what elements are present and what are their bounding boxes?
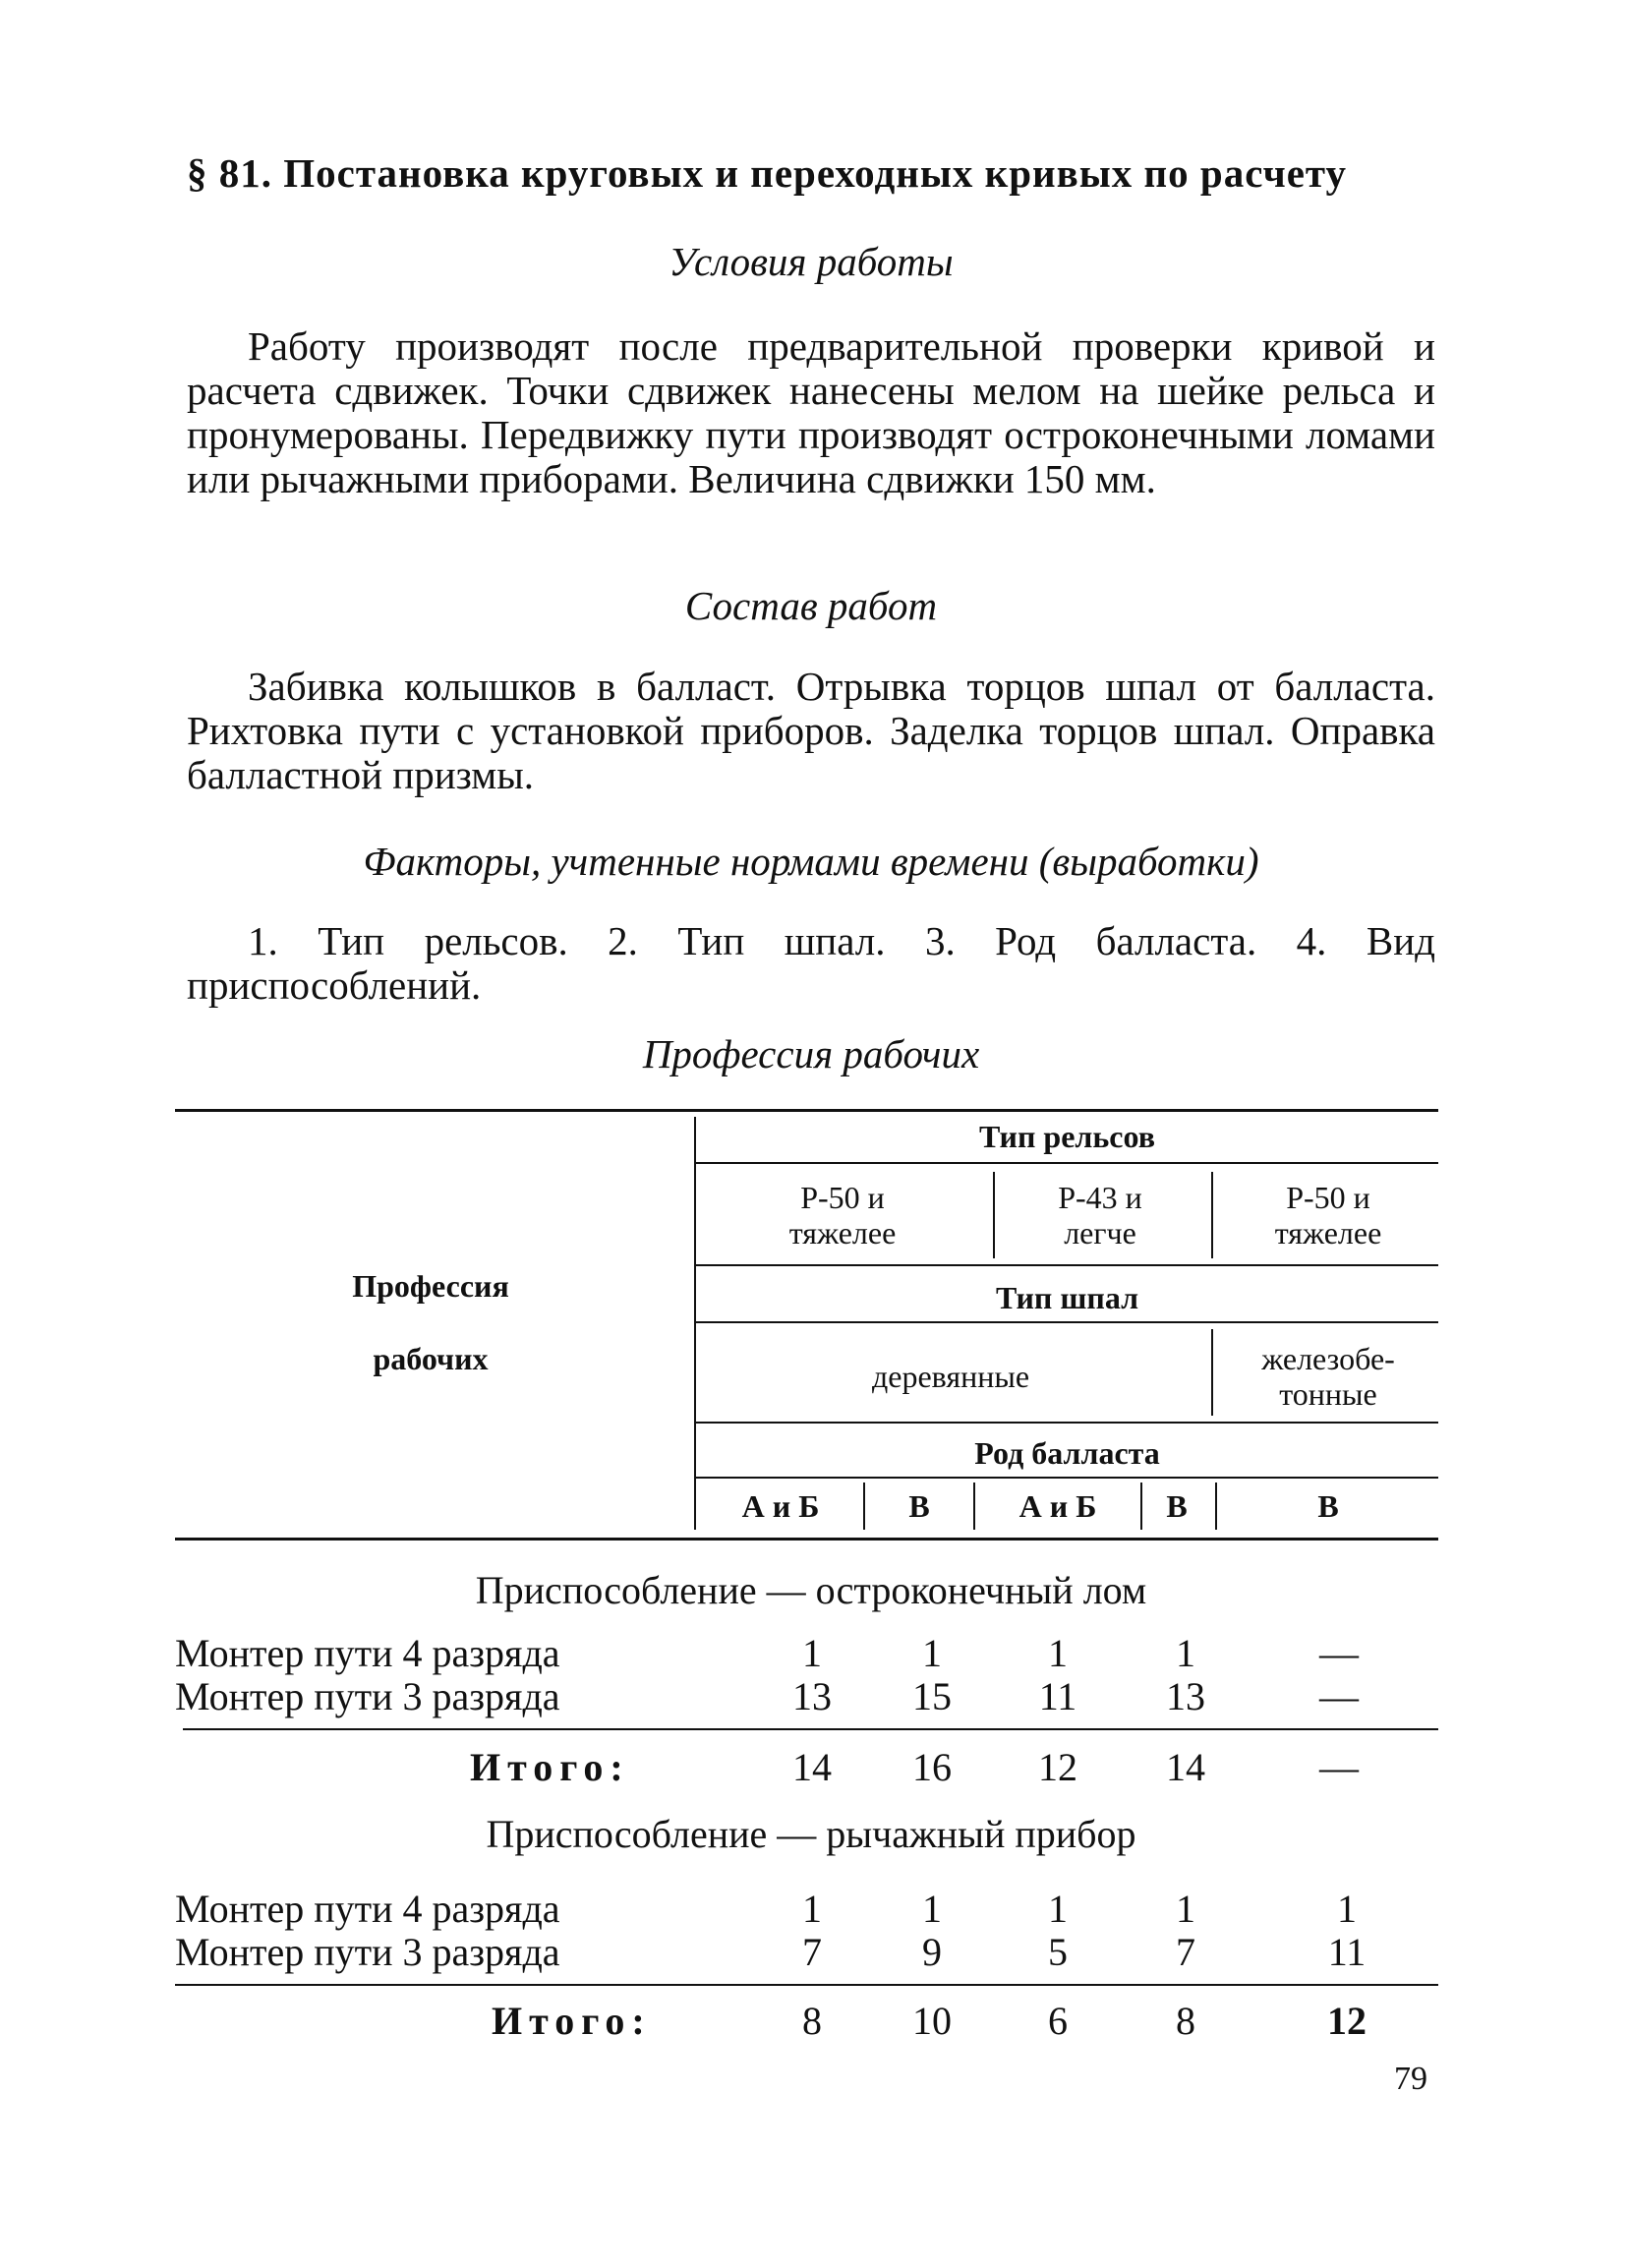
workers-title: Профессия рабочих <box>642 1031 980 1076</box>
cell-value: 11 <box>1038 1674 1077 1718</box>
cell-value: 9 <box>922 1930 942 1974</box>
rail-type-label: Тип рельсов <box>979 1119 1155 1154</box>
rail-values-rule <box>696 1264 1438 1266</box>
cell-value: 1 <box>802 1631 822 1675</box>
total-label: Итого: <box>470 1745 630 1789</box>
composition-paragraph <box>187 665 1435 797</box>
cell-value: 1 <box>1048 1887 1068 1931</box>
sleeper-type-1: деревянные <box>871 1359 1030 1394</box>
total-value: 16 <box>912 1745 952 1789</box>
row-header-line1: Профессия <box>352 1268 509 1304</box>
sleeper-divider <box>1211 1329 1213 1416</box>
ballast-rule <box>696 1477 1438 1479</box>
cell-value: 1 <box>1337 1887 1357 1931</box>
row-label: Монтер пути 3 разряда <box>175 1930 560 1974</box>
composition-title: Состав работ <box>684 583 938 628</box>
total-value: 12 <box>1327 1999 1367 2043</box>
ballast-type-3: А и Б <box>1018 1488 1097 1524</box>
section-heading: § 81. Постановка круговых и переходных кривых по расчету <box>187 150 1348 196</box>
sleeper-type-2-line1: железобе- <box>1261 1341 1395 1376</box>
total-value: — <box>1319 1745 1359 1789</box>
total-value: 8 <box>1176 1999 1195 2043</box>
cell-value: 15 <box>912 1674 952 1718</box>
row-header-line2: рабочих <box>373 1341 489 1376</box>
ballast-type-1: А и Б <box>741 1488 820 1524</box>
total-rule <box>175 1984 1438 1986</box>
total-value: 6 <box>1048 1999 1068 2043</box>
rail-type-2 <box>999 1180 1201 1250</box>
cell-value: 1 <box>802 1887 822 1931</box>
cell-value: 7 <box>1176 1930 1195 1974</box>
ballast-divider-4 <box>1215 1483 1217 1530</box>
rail-type-1-line1: Р-50 и <box>800 1180 885 1215</box>
cell-value: 7 <box>802 1930 822 1974</box>
ballast-type-5: В <box>1317 1488 1339 1524</box>
section-title: Приспособление — остроконечный лом <box>475 1568 1147 1612</box>
conditions-paragraph <box>187 324 1435 501</box>
factors-paragraph <box>187 919 1435 1008</box>
cell-value: 1 <box>922 1887 942 1931</box>
rail-type-1 <box>700 1180 985 1250</box>
sleeper-type-2-line2: тонные <box>1279 1376 1377 1412</box>
page-number: 79 <box>1394 2061 1427 2097</box>
cell-value: 13 <box>1166 1674 1205 1718</box>
factors-title: Факторы, учтенные нормами времени (выработки) <box>363 839 1259 884</box>
rail-type-3-line1: Р-50 и <box>1286 1180 1370 1215</box>
total-value: 10 <box>912 1999 952 2043</box>
ballast-type-2: В <box>908 1488 930 1524</box>
section-title: Приспособление — рычажный прибор <box>486 1812 1136 1856</box>
cell-value: 1 <box>1176 1631 1195 1675</box>
ballast-label: Род балласта <box>974 1435 1160 1471</box>
composition-text: Забивка колышков в балласт. Отрывка торцов шпал от балласта. Рихтовка пути с установкой приборов. Заделка торцов шпал. Оправка балластной призмы. <box>187 664 1435 797</box>
rail-type-1-line2: тяжелее <box>788 1215 897 1250</box>
sleeper-values-rule <box>696 1422 1438 1424</box>
factors-text: 1. Тип рельсов. 2. Тип шпал. 3. Род балласта. 4. Вид приспособлений. <box>187 918 1435 1008</box>
table-top-rule <box>175 1109 1438 1112</box>
sleeper-type-label: Тип шпал <box>995 1280 1139 1315</box>
rail-type-rule <box>696 1162 1438 1164</box>
rail-type-3 <box>1219 1180 1437 1250</box>
sleeper-type-rule <box>696 1321 1438 1323</box>
cell-value: 5 <box>1048 1930 1068 1974</box>
row-label: Монтер пути 3 разряда <box>175 1674 560 1718</box>
cell-value: 1 <box>1176 1887 1195 1931</box>
rail-type-2-line1: Р-43 и <box>1058 1180 1142 1215</box>
row-label: Монтер пути 4 разряда <box>175 1631 560 1675</box>
sleeper-type-2 <box>1219 1341 1437 1412</box>
conditions-text: Работу производят после предварительной проверки кривой и расчета сдвижек. Точки сдвижек нанесены мелом на шейке рельса и пронумерованы. Передвижку пути производят остроконечными ломами или рычажными приборами. Величина сдвижки 150 мм. <box>187 323 1435 501</box>
cell-value: 13 <box>792 1674 832 1718</box>
cell-value: 1 <box>922 1631 942 1675</box>
cell-value: 11 <box>1327 1930 1367 1974</box>
ballast-type-4: В <box>1166 1488 1188 1524</box>
rail-divider-1 <box>993 1172 995 1258</box>
row-label: Монтер пути 4 разряда <box>175 1887 560 1931</box>
total-value: 12 <box>1038 1745 1077 1789</box>
rail-type-3-line2: тяжелее <box>1274 1215 1382 1250</box>
total-value: 8 <box>802 1999 822 2043</box>
total-value: 14 <box>792 1745 832 1789</box>
rail-type-2-line2: легче <box>1064 1215 1136 1250</box>
total-rule <box>183 1728 1438 1730</box>
total-label: Итого: <box>492 1999 652 2043</box>
cell-value: 1 <box>1048 1631 1068 1675</box>
total-value: 14 <box>1166 1745 1205 1789</box>
cell-value: — <box>1319 1631 1359 1675</box>
cell-value: — <box>1319 1674 1359 1718</box>
table-header-bottom-rule <box>175 1538 1438 1541</box>
conditions-title: Условия работы <box>669 239 954 284</box>
rail-divider-2 <box>1211 1172 1213 1258</box>
